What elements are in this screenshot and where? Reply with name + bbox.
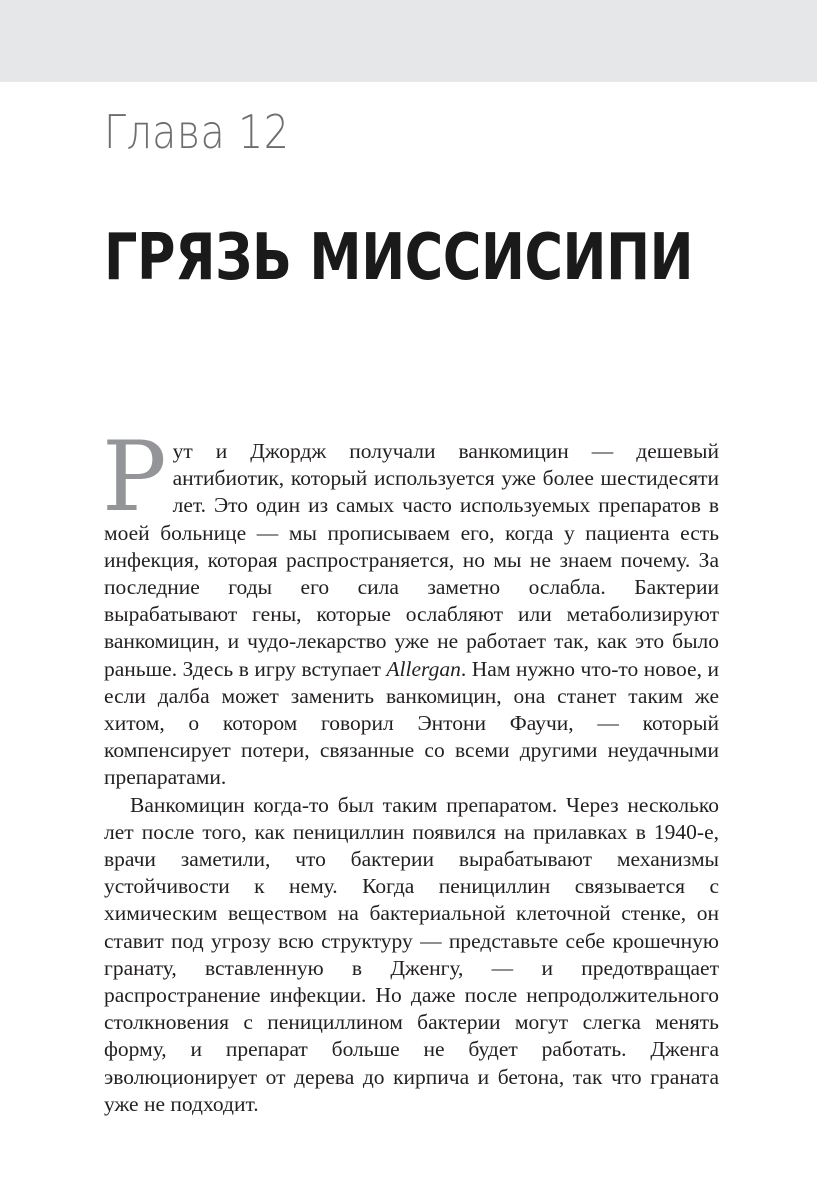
paragraph-1 [102, 421, 719, 792]
italic-term: Allergan [386, 656, 461, 681]
chapter-body [102, 421, 719, 1118]
chapter-number: Глава 12 [104, 105, 290, 159]
paragraph-1-text-end: . Нам нужно что-то новое, и если далба может заменить ванкомицин, она станет таким же хитом, о котором говорил Энтони Фаучи, — который компенсирует потери, связанные со всеми другими неудачными препаратами. [104, 656, 719, 790]
drop-cap: Р [102, 421, 167, 533]
chapter-title: ГРЯЗЬ МИССИСИПИ [104, 221, 694, 295]
paragraph-2: Ванкомицин когда-то был таким препаратом. Через несколько лет после того, как пенициллин появился на прилавках в 1940-е, врачи заметили, что бактерии вырабатывают механизмы устойчивости к нему. Когда пенициллин связывается с химическим веществом на бактериальной клеточной стенке, он ставит под угрозу всю структуру — представьте себе крошечную гранату, вставленную в Дженгу, — и предотвращает распространение инфекции. Но даже после непродолжительного столкновения с пенициллином бактерии могут слегка менять форму, и препарат больше не будет работать. Дженга эволюционирует от дерева до кирпича и бетона, так что граната уже не подходит. [104, 792, 719, 1116]
page-header-band [0, 0, 817, 82]
paragraph-1-text-start: ут и Джордж получали ванкомицин — дешевый антибиотик, который используется уже более шестидесяти лет. Это один из самых часто используемых препаратов в моей больнице — мы прописываем его, когда у пациента есть инфекция, которая распространяется, но мы не знаем почему. За последние годы его сила заметно ослабла. Бактерии вырабатывают гены, которые ослабляют или метаболизируют ванкомицин, и чудо-лекарство уже не работает так, как это было раньше. Здесь в игру вступает [104, 439, 719, 681]
